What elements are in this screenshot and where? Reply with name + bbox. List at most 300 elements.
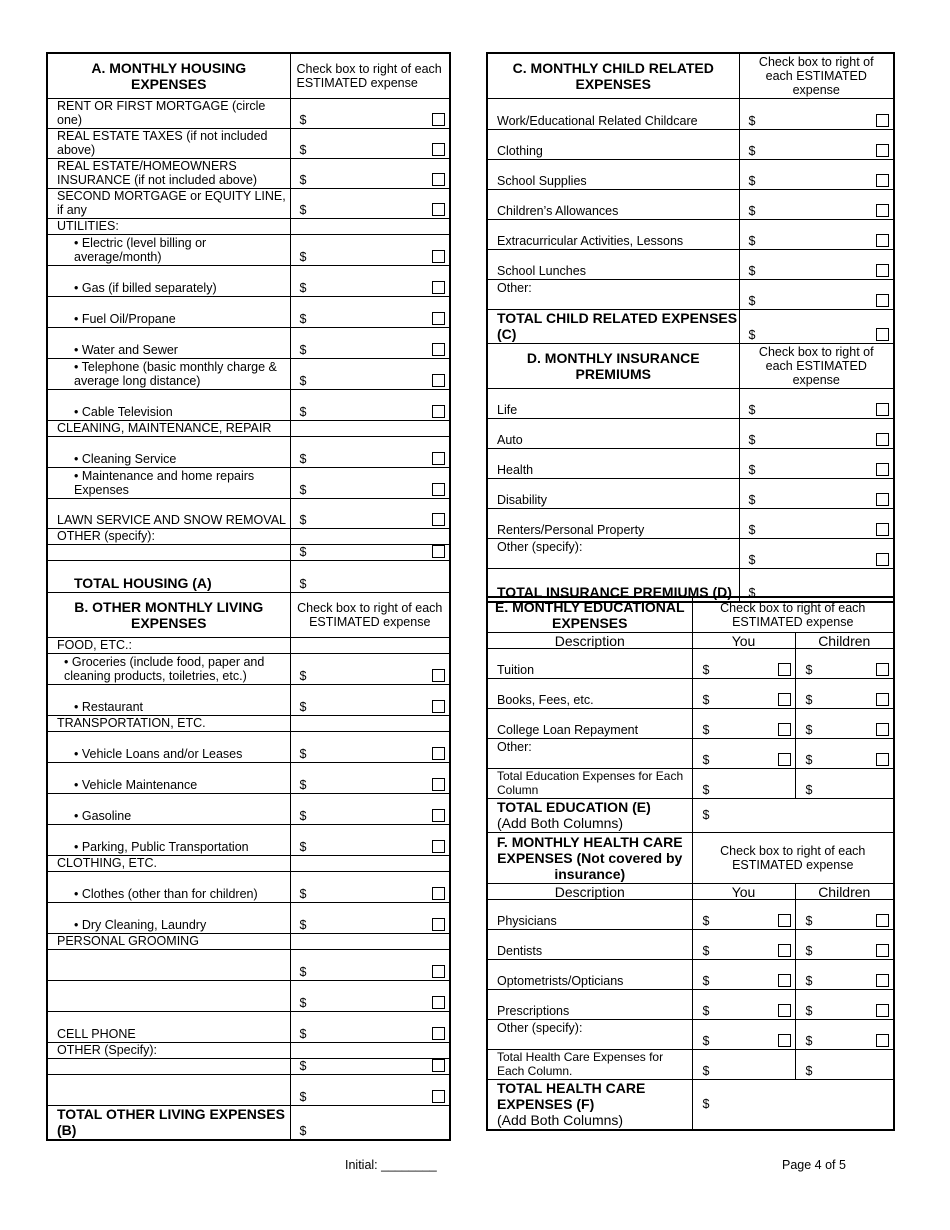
children-amount-field[interactable] [795, 679, 894, 709]
row-label: Prescriptions [487, 990, 692, 1020]
total-housing-label: TOTAL HOUSING (A) [47, 560, 290, 592]
total-education-field[interactable]: $ [692, 799, 894, 833]
section-d-title: D. MONTHLY INSURANCE PREMIUMS [487, 344, 739, 389]
table-row [487, 679, 894, 709]
amount-field[interactable] [739, 160, 894, 190]
estimate-checkbox[interactable] [876, 974, 889, 987]
total-insurance-label: TOTAL INSURANCE PREMIUMS (D) [487, 569, 739, 602]
total-health-field[interactable]: $ [692, 1080, 894, 1131]
amount-field[interactable] [290, 158, 450, 188]
dollar-sign: $ [299, 280, 307, 295]
total-education-sub: (Add Both Columns) [497, 815, 624, 831]
row-label: • Gas (if billed separately) [47, 265, 290, 296]
section-b-title: B. OTHER MONTHLY LIVING EXPENSES [47, 592, 290, 637]
dollar-sign: $ [702, 1004, 710, 1018]
estimate-checkbox[interactable] [876, 1034, 889, 1047]
amount-field[interactable] [739, 130, 894, 160]
estimate-checkbox[interactable] [432, 887, 445, 900]
row-label: Work/Educational Related Childcare [487, 99, 739, 130]
table-row [487, 1020, 894, 1050]
estimate-checkbox[interactable] [432, 1090, 445, 1103]
estimate-checkbox[interactable] [778, 1004, 791, 1017]
amount-field[interactable] [739, 310, 894, 344]
dollar-sign: $ [748, 114, 756, 128]
row-label: Physicians [487, 900, 692, 930]
total-housing-field[interactable]: $ [290, 560, 450, 592]
table-row [47, 128, 450, 158]
total-other-living-label: TOTAL OTHER LIVING EXPENSES (B) [47, 1105, 290, 1140]
dollar-sign: $ [299, 342, 307, 357]
children-amount-field[interactable] [795, 1020, 894, 1050]
estimate-checkbox[interactable] [876, 144, 889, 157]
dollar-sign: $ [299, 544, 307, 559]
dollar-sign: $ [748, 174, 756, 188]
amount-field[interactable] [290, 327, 450, 358]
total-insurance-field[interactable]: $ [739, 569, 894, 602]
category-label: OTHER (Specify): [47, 1042, 290, 1058]
estimate-checkbox[interactable] [432, 452, 445, 465]
dollar-sign: $ [299, 1026, 307, 1041]
estimate-checkbox[interactable] [432, 312, 445, 325]
dollar-sign: $ [748, 264, 756, 278]
table-row [487, 479, 894, 509]
dollar-sign: $ [299, 404, 307, 419]
table-row [47, 762, 450, 793]
amount-field[interactable] [290, 824, 450, 855]
table-row [47, 467, 450, 498]
table-row [47, 296, 450, 327]
estimate-checkbox[interactable] [432, 513, 445, 526]
amount-field[interactable] [290, 684, 450, 715]
you-amount-field[interactable] [692, 709, 795, 739]
blank-line-input[interactable] [47, 980, 290, 1011]
row-label: Other (specify): [487, 1020, 692, 1050]
dollar-sign: $ [702, 663, 710, 677]
amount-field[interactable] [739, 250, 894, 280]
amount-field[interactable] [739, 280, 894, 310]
row-label: • Cable Television [47, 389, 290, 420]
estimate-checkbox[interactable] [432, 281, 445, 294]
row-label: • Gasoline [47, 793, 290, 824]
dollar-sign: $ [299, 112, 307, 127]
amount-field[interactable] [290, 762, 450, 793]
children-amount-field[interactable] [795, 930, 894, 960]
blank-line-input[interactable] [47, 1058, 290, 1074]
you-amount-field[interactable] [692, 1020, 795, 1050]
total-education-label [487, 799, 692, 833]
category-label: UTILITIES: [47, 218, 290, 234]
dollar-sign: $ [299, 746, 307, 761]
estimate-checkbox[interactable] [876, 204, 889, 217]
row-label: REAL ESTATE TAXES (if not included above) [47, 128, 290, 158]
dollar-sign: $ [805, 663, 813, 677]
category-label: CLOTHING, ETC. [47, 855, 290, 871]
amount-field[interactable] [290, 653, 450, 684]
column-total-row [487, 769, 894, 799]
amount-field[interactable] [290, 498, 450, 528]
dollar-sign: $ [299, 699, 307, 714]
estimate-checkbox[interactable] [876, 723, 889, 736]
table-row [487, 160, 894, 190]
estimate-checkbox[interactable] [876, 463, 889, 476]
row-label: RENT OR FIRST MORTGAGE (circle one) [47, 98, 290, 128]
dollar-sign: $ [702, 914, 710, 928]
estimate-checkbox[interactable] [778, 693, 791, 706]
estimate-checkbox[interactable] [432, 343, 445, 356]
you-amount-field[interactable] [692, 739, 795, 769]
estimate-checkbox[interactable] [778, 914, 791, 927]
row-label: Children’s Allowances [487, 190, 739, 220]
estimate-checkbox[interactable] [876, 264, 889, 277]
table-row [47, 1074, 450, 1105]
table-row [47, 544, 450, 560]
table-row [47, 933, 450, 949]
estimate-checkbox[interactable] [432, 113, 445, 126]
row-label: • Telephone (basic monthly charge & average long distance) [47, 358, 290, 389]
table-row [487, 709, 894, 739]
you-total-field[interactable]: $ [692, 1050, 795, 1080]
children-amount-field[interactable] [795, 900, 894, 930]
amount-field[interactable] [290, 296, 450, 327]
estimate-checkbox[interactable] [778, 723, 791, 736]
amount-field[interactable] [739, 479, 894, 509]
amount-field[interactable] [739, 190, 894, 220]
you-amount-field[interactable] [692, 960, 795, 990]
section-f-title: F. MONTHLY HEALTH CARE EXPENSES (Not covered by insurance) [487, 833, 692, 884]
dollar-sign: $ [748, 493, 756, 507]
row-label: Other: [487, 739, 692, 769]
estimate-checkbox[interactable] [432, 1027, 445, 1040]
amount-field[interactable] [739, 99, 894, 130]
blank-line-input[interactable] [47, 949, 290, 980]
amount-field[interactable] [290, 1011, 450, 1042]
dollar-sign: $ [299, 172, 307, 187]
estimate-checkbox[interactable] [432, 173, 445, 186]
table-row [487, 190, 894, 220]
estimate-checkbox[interactable] [432, 374, 445, 387]
you-amount-field[interactable] [692, 900, 795, 930]
dollar-sign: $ [299, 917, 307, 932]
table-row [47, 684, 450, 715]
dollar-sign: $ [805, 693, 813, 707]
table-row [47, 265, 450, 296]
estimate-checkbox[interactable] [432, 250, 445, 263]
row-label: • Maintenance and home repairs Expenses [47, 467, 290, 498]
table-row [487, 960, 894, 990]
estimate-checkbox[interactable] [432, 996, 445, 1009]
category-label: FOOD, ETC.: [47, 637, 290, 653]
table-row [47, 855, 450, 871]
estimate-checkbox[interactable] [778, 753, 791, 766]
table-row [47, 98, 450, 128]
amount-field[interactable] [290, 389, 450, 420]
dollar-sign: $ [805, 1004, 813, 1018]
amount-field[interactable] [290, 793, 450, 824]
amount-field[interactable] [290, 188, 450, 218]
section-e-check-header: Check box to right of each ESTIMATED expense [692, 597, 894, 633]
row-label: • Fuel Oil/Propane [47, 296, 290, 327]
dollar-sign: $ [805, 723, 813, 737]
dollar-sign: $ [805, 974, 813, 988]
dollar-sign: $ [299, 311, 307, 326]
table-row [47, 436, 450, 467]
estimate-checkbox[interactable] [432, 778, 445, 791]
you-amount-field[interactable] [692, 679, 795, 709]
initial-field[interactable]: Initial: ________ [345, 1158, 437, 1172]
row-label: College Loan Repayment [487, 709, 692, 739]
dollar-sign: $ [805, 914, 813, 928]
amount-field[interactable] [739, 220, 894, 250]
section-e-title: E. MONTHLY EDUCATIONAL EXPENSES [487, 597, 692, 633]
estimate-checkbox[interactable] [876, 294, 889, 307]
table-row [47, 498, 450, 528]
table-row [487, 250, 894, 280]
row-label: School Supplies [487, 160, 739, 190]
estimate-checkbox[interactable] [432, 1059, 445, 1072]
table-row [487, 509, 894, 539]
dollar-sign: $ [299, 482, 307, 497]
estimate-checkbox[interactable] [432, 545, 445, 558]
table-row [47, 234, 450, 265]
table-row [47, 637, 450, 653]
total-other-living-field[interactable]: $ [290, 1105, 450, 1140]
dollar-sign: $ [748, 294, 756, 308]
you-total-field[interactable]: $ [692, 769, 795, 799]
dollar-sign: $ [299, 249, 307, 264]
amount-field[interactable] [739, 509, 894, 539]
estimate-checkbox[interactable] [432, 143, 445, 156]
row-label: • Parking, Public Transportation [47, 824, 290, 855]
table-row [47, 188, 450, 218]
row-label: Health [487, 449, 739, 479]
you-amount-field[interactable] [692, 930, 795, 960]
amount-field[interactable] [290, 949, 450, 980]
estimate-checkbox[interactable] [876, 403, 889, 416]
dollar-sign: $ [299, 668, 307, 683]
row-label: REAL ESTATE/HOMEOWNERS INSURANCE (if not included above) [47, 158, 290, 188]
amount-field[interactable] [290, 436, 450, 467]
section-c-check-header: Check box to right of each ESTIMATED expense [739, 53, 894, 99]
row-label: • Dry Cleaning, Laundry [47, 902, 290, 933]
children-amount-field[interactable] [795, 990, 894, 1020]
row-label: Extracurricular Activities, Lessons [487, 220, 739, 250]
estimate-checkbox[interactable] [432, 700, 445, 713]
dollar-sign: $ [702, 693, 710, 707]
you-amount-field[interactable] [692, 990, 795, 1020]
row-label: Disability [487, 479, 739, 509]
table-row [487, 649, 894, 679]
amount-field[interactable] [290, 1058, 450, 1074]
dollar-sign: $ [299, 964, 307, 979]
estimate-checkbox[interactable] [432, 203, 445, 216]
estimate-checkbox[interactable] [778, 1034, 791, 1047]
row-label: Life [487, 389, 739, 419]
table-row [47, 715, 450, 731]
amount-field[interactable] [290, 128, 450, 158]
children-amount-field[interactable] [795, 960, 894, 990]
col-description: Description [487, 633, 692, 649]
section-a-check-header: Check box to right of each ESTIMATED expense [290, 53, 450, 98]
estimate-checkbox[interactable] [876, 944, 889, 957]
dollar-sign: $ [748, 328, 756, 342]
section-b-check-header: Check box to right of each ESTIMATED expense [290, 592, 450, 637]
row-label: SECOND MORTGAGE or EQUITY LINE, if any [47, 188, 290, 218]
amount-field[interactable] [290, 902, 450, 933]
dollar-sign: $ [299, 777, 307, 792]
estimate-checkbox[interactable] [876, 328, 889, 341]
table-row [487, 99, 894, 130]
row-label: Other: [487, 280, 739, 310]
amount-field[interactable] [739, 449, 894, 479]
col-you: You [692, 633, 795, 649]
dollar-sign: $ [805, 944, 813, 958]
table-row [47, 871, 450, 902]
estimate-checkbox[interactable] [432, 918, 445, 931]
row-label: • Vehicle Loans and/or Leases [47, 731, 290, 762]
total-row [487, 799, 894, 833]
dollar-sign: $ [299, 202, 307, 217]
table-row [47, 218, 450, 234]
table-row [487, 990, 894, 1020]
estimate-checkbox[interactable] [432, 840, 445, 853]
estimate-checkbox[interactable] [432, 965, 445, 978]
col-description: Description [487, 884, 692, 900]
amount-field[interactable] [739, 539, 894, 569]
estimate-checkbox[interactable] [432, 405, 445, 418]
dollar-sign: $ [299, 451, 307, 466]
column-total-label: Total Education Expenses for Each Column [487, 769, 692, 799]
table-row [47, 653, 450, 684]
children-amount-field[interactable] [795, 709, 894, 739]
section-f-check-header: Check box to right of each ESTIMATED expense [692, 833, 894, 884]
amount-field[interactable] [290, 544, 450, 560]
estimate-checkbox[interactable] [876, 753, 889, 766]
dollar-sign: $ [702, 944, 710, 958]
section-c-title: C. MONTHLY CHILD RELATED EXPENSES [487, 53, 739, 99]
estimate-checkbox[interactable] [432, 669, 445, 682]
dollar-sign: $ [748, 463, 756, 477]
total-child-label: TOTAL CHILD RELATED EXPENSES (C) [487, 310, 739, 344]
estimate-checkbox[interactable] [432, 483, 445, 496]
estimate-checkbox[interactable] [876, 174, 889, 187]
estimate-checkbox[interactable] [876, 1004, 889, 1017]
amount-field[interactable] [290, 265, 450, 296]
dollar-sign: $ [702, 723, 710, 737]
children-total-field[interactable]: $ [795, 769, 894, 799]
estimate-checkbox[interactable] [432, 747, 445, 760]
amount-field[interactable] [290, 980, 450, 1011]
children-amount-field[interactable] [795, 739, 894, 769]
housing-living-table [46, 52, 451, 1141]
estimate-checkbox[interactable] [876, 553, 889, 566]
dollar-sign: $ [299, 808, 307, 823]
dollar-sign: $ [299, 1058, 307, 1073]
col-you: You [692, 884, 795, 900]
amount-field[interactable] [290, 1074, 450, 1105]
table-row [47, 358, 450, 389]
total-row [487, 1080, 894, 1131]
estimate-checkbox[interactable] [432, 809, 445, 822]
category-label: TRANSPORTATION, ETC. [47, 715, 290, 731]
estimate-checkbox[interactable] [778, 974, 791, 987]
amount-field[interactable] [290, 467, 450, 498]
col-children: Children [795, 633, 894, 649]
row-label: • Water and Sewer [47, 327, 290, 358]
blank-line-input[interactable] [47, 1074, 290, 1105]
column-total-row [487, 1050, 894, 1080]
page-number: Page 4 of 5 [782, 1158, 846, 1172]
table-row [47, 158, 450, 188]
estimate-checkbox[interactable] [876, 114, 889, 127]
estimate-checkbox[interactable] [876, 914, 889, 927]
estimate-checkbox[interactable] [876, 693, 889, 706]
category-label: PERSONAL GROOMING [47, 933, 290, 949]
you-amount-field[interactable] [692, 649, 795, 679]
row-label: • Groceries (include food, paper and cleaning products, toiletries, etc.) [47, 653, 290, 684]
amount-field[interactable] [739, 389, 894, 419]
dollar-sign: $ [748, 403, 756, 417]
row-label: School Lunches [487, 250, 739, 280]
children-amount-field[interactable] [795, 649, 894, 679]
row-label: Dentists [487, 930, 692, 960]
table-row [47, 731, 450, 762]
table-row [487, 900, 894, 930]
estimate-checkbox[interactable] [876, 523, 889, 536]
dollar-sign: $ [299, 373, 307, 388]
table-row [47, 949, 450, 980]
dollar-sign: $ [805, 1034, 813, 1048]
table-row [47, 420, 450, 436]
dollar-sign: $ [702, 974, 710, 988]
row-label: • Clothes (other than for children) [47, 871, 290, 902]
col-children: Children [795, 884, 894, 900]
dollar-sign: $ [299, 512, 307, 527]
row-label: • Cleaning Service [47, 436, 290, 467]
estimate-checkbox[interactable] [876, 234, 889, 247]
row-label: • Vehicle Maintenance [47, 762, 290, 793]
amount-field[interactable] [739, 419, 894, 449]
children-total-field[interactable]: $ [795, 1050, 894, 1080]
dollar-sign: $ [299, 142, 307, 157]
estimate-checkbox[interactable] [778, 663, 791, 676]
dollar-sign: $ [702, 753, 710, 767]
blank-line-input[interactable] [47, 544, 290, 560]
amount-field[interactable] [290, 871, 450, 902]
dollar-sign: $ [299, 1089, 307, 1104]
row-label: LAWN SERVICE AND SNOW REMOVAL [47, 498, 290, 528]
estimate-checkbox[interactable] [876, 493, 889, 506]
table-row [487, 539, 894, 569]
dollar-sign: $ [748, 144, 756, 158]
total-health-sub: (Add Both Columns) [497, 1112, 624, 1128]
estimate-checkbox[interactable] [876, 663, 889, 676]
section-a-title: A. MONTHLY HOUSING EXPENSES [47, 53, 290, 98]
child-insurance-table [486, 52, 895, 603]
amount-field[interactable] [290, 98, 450, 128]
amount-field[interactable] [290, 234, 450, 265]
total-education-title: TOTAL EDUCATION (E) [497, 799, 651, 815]
estimate-checkbox[interactable] [778, 944, 791, 957]
estimate-checkbox[interactable] [876, 433, 889, 446]
amount-field[interactable] [290, 731, 450, 762]
amount-field[interactable] [290, 358, 450, 389]
table-row [47, 528, 450, 544]
total-row [47, 1105, 450, 1140]
dollar-sign: $ [748, 204, 756, 218]
table-row [487, 930, 894, 960]
table-row [487, 130, 894, 160]
dollar-sign: $ [748, 553, 756, 567]
